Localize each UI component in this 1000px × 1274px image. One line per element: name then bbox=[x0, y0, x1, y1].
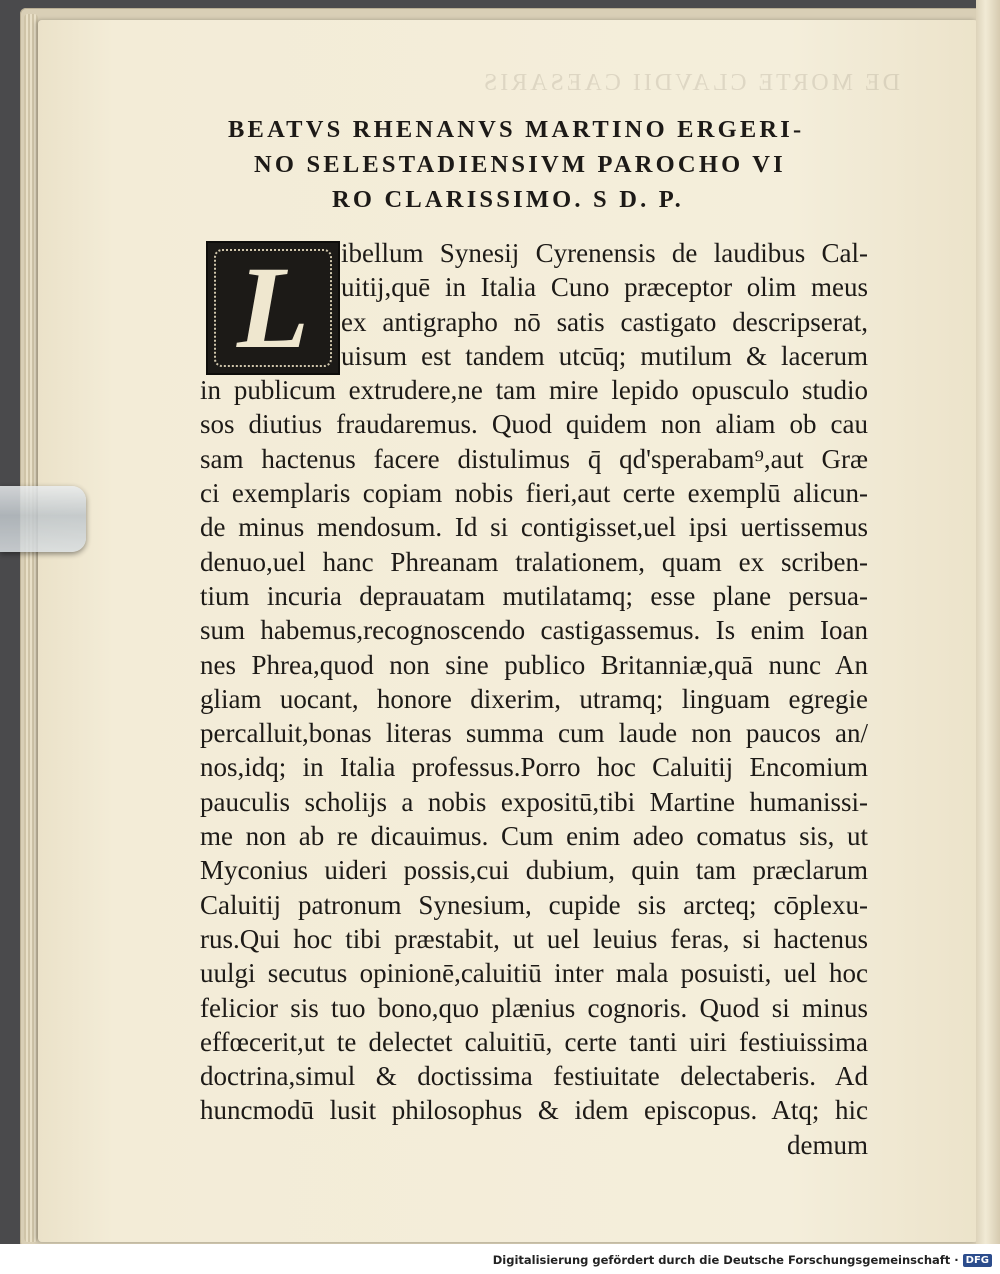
body-text bbox=[200, 236, 868, 1162]
text-line: nes Phrea,quod non sine publico Britanniæ,quā nunc An bbox=[200, 649, 868, 680]
bleed-through-header: DE MORTE CLAVDII CAESARIS bbox=[480, 70, 900, 96]
catchword: demum bbox=[787, 1129, 868, 1160]
dfg-logo: DFG bbox=[963, 1254, 992, 1267]
page-clip bbox=[0, 486, 86, 552]
text-line: sos diutius fraudaremus. Quod quidem non aliam ob cau bbox=[200, 409, 868, 440]
text-line: gliam uocant, honore dixerim, utramq; linguam egregie bbox=[200, 683, 868, 714]
text-line: huncmodū lusit philosophus & idem episcopus. Atq; hic bbox=[200, 1095, 868, 1126]
text-line: me non ab re dicauimus. Cum enim adeo comatus sis, ut bbox=[200, 821, 868, 852]
credit-text: Digitalisierung gefördert durch die Deutsche Forschungsgemeinschaft · bbox=[492, 1253, 959, 1267]
text-line: doctrina,simul & doctissima festiuitate delectaberis. Ad bbox=[200, 1061, 868, 1092]
heading-line-1: BEATVS RHENANVS MARTINO ERGERI- bbox=[228, 116, 805, 143]
text-line: nos,idq; in Italia professus.Porro hoc Caluitij Encomium bbox=[200, 752, 868, 783]
text-line: uulgi secutus opinionē,caluitiū inter mala posuisti, uel hoc bbox=[200, 958, 868, 989]
digitization-credit bbox=[493, 1253, 992, 1267]
text-line: Myconius uideri possis,cui dubium, quin tam præclarum bbox=[200, 855, 868, 886]
text-line: in publicum extrudere,ne tam mire lepido opusculo studio bbox=[200, 375, 868, 406]
text-line: sum habemus,recognoscendo castigassemus. Is enim Ioan bbox=[200, 615, 868, 646]
text-line: ci exemplaris copiam nobis fieri,aut certe exemplū alicun- bbox=[200, 478, 868, 509]
facing-page-edge bbox=[976, 0, 1000, 1274]
initial-letter: L bbox=[236, 242, 310, 373]
text-line: denuo,uel hanc Phreanam tralationem, quam ex scriben- bbox=[200, 546, 868, 577]
dedication-heading bbox=[222, 112, 862, 217]
heading-line-3: RO CLARISSIMO. S D. P. bbox=[332, 186, 684, 213]
text-line: felicior sis tuo bono,quo plænius cognoris. Quod si minus bbox=[200, 992, 868, 1023]
heading-line-2: NO SELESTADIENSIVM PAROCHO VI bbox=[254, 151, 786, 178]
text-line: effœcerit,ut te delectet caluitiū, certe tanti uiri festiuissima bbox=[200, 1026, 868, 1057]
text-line: de minus mendosum. Id si contigisset,uel ipsi uertissemus bbox=[200, 512, 868, 543]
text-line: percalluit,bonas literas summa cum laude non paucos an/ bbox=[200, 718, 868, 749]
text-line: ibellum Synesij Cyrenensis de laudibus Cal- bbox=[341, 238, 868, 268]
text-line: sam hactenus facere distulimus q̄ qd'sperabam⁹,aut Græ bbox=[200, 443, 868, 474]
text-line: rus.Qui hoc tibi præstabit, ut uel leuius feras, si hactenus bbox=[200, 923, 868, 954]
text-line: uitij,quē in Italia Cuno præceptor olim meus bbox=[341, 272, 868, 303]
text-line: ex antigrapho nō satis castigato descripserat, bbox=[341, 306, 868, 337]
text-line: pauculis scholijs a nobis expositū,tibi Martine humanissi- bbox=[200, 786, 868, 817]
text-line: Caluitij patronum Synesium, cupide sis arcteq; cōplexu- bbox=[200, 889, 868, 920]
text-line: tium incuria deprauatam mutilatamq; esse plane persua- bbox=[200, 580, 868, 611]
text-line: uisum est tandem utcūq; mutilum & lacerum bbox=[341, 340, 868, 371]
